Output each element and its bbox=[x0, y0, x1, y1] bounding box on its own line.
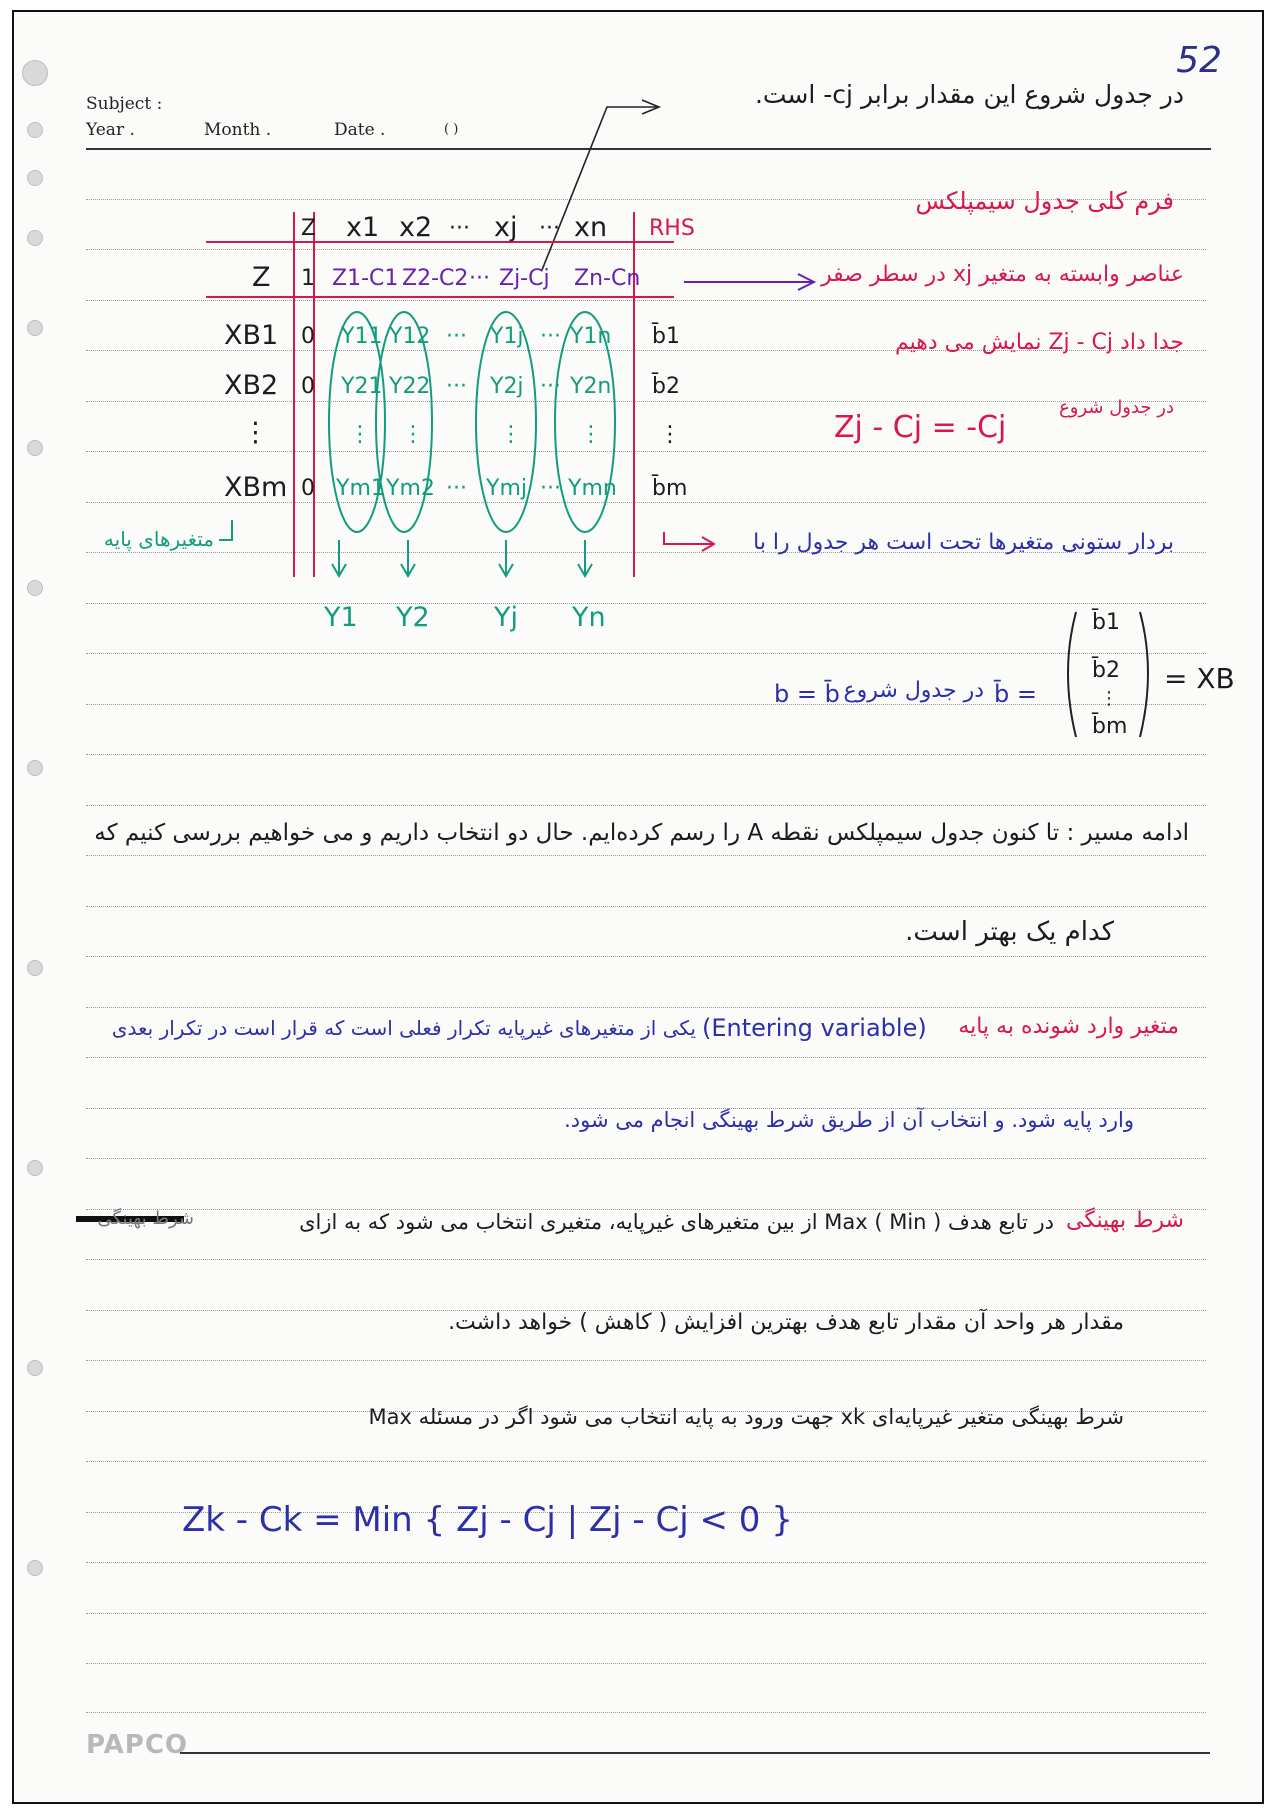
optimality-line: در تابع هدف ( Min ) Max از بین متغیرهای غیرپایه، متغیری انتخاب می شود که به ازای bbox=[299, 1210, 1054, 1234]
paragraph-line: کدام یک بهتر است. bbox=[905, 917, 1114, 947]
column-vector-label: Yj bbox=[494, 602, 518, 633]
tableau-cell: ··· bbox=[540, 324, 561, 349]
basis-label: XBm bbox=[224, 472, 288, 503]
tableau-cell: Y2n bbox=[570, 374, 612, 399]
b-vector-entry: ⋮ bbox=[1100, 688, 1118, 709]
tableau-cell: ··· bbox=[446, 324, 467, 349]
rhs-cell: b̄1 bbox=[652, 324, 680, 349]
basis-z-coef: 0 bbox=[301, 374, 315, 399]
optimality-title: شرط بهینگی bbox=[1066, 1208, 1184, 1233]
tableau-cell: Ymn bbox=[568, 476, 617, 501]
zrow-cell: Z1-C1 bbox=[332, 266, 399, 291]
zrow-cell: Zj-Cj bbox=[499, 266, 550, 291]
b-note-text: در جدول شروع bbox=[843, 678, 984, 703]
tableau-cell: ⋮ bbox=[580, 422, 602, 447]
tableau-cell: ⋮ bbox=[500, 422, 522, 447]
notebook-page bbox=[12, 10, 1264, 1804]
tableau-cell: ··· bbox=[446, 476, 467, 501]
column-vector-label: Yn bbox=[572, 602, 606, 633]
rhs-cell: b̄m bbox=[652, 476, 688, 501]
pointer-line bbox=[542, 107, 659, 270]
column-vector-label: Y1 bbox=[324, 602, 358, 633]
brand-logo: PAPCO bbox=[86, 1730, 189, 1760]
zrow-z-coef: 1 bbox=[301, 266, 315, 291]
optimality-line: مقدار هر واحد آن مقدار تابع هدف بهترین افزایش ( کاهش ) خواهد داشت. bbox=[448, 1310, 1124, 1335]
basis-label: ⋮ bbox=[242, 417, 269, 448]
zrow-cell: ··· bbox=[469, 266, 490, 291]
optimality-formula: Zk - Ck = Min { Zj - Cj | Zj - Cj < 0 } bbox=[182, 1500, 793, 1540]
tableau-cell: Y11 bbox=[341, 324, 383, 349]
table-header-xn: xn bbox=[574, 212, 608, 243]
tableau-cell: Ymj bbox=[486, 476, 527, 501]
b-vector-eq: = XB bbox=[1164, 662, 1235, 695]
column-note: بردار ستونی متغیرها تحت است هر جدول را با bbox=[753, 530, 1174, 555]
rhs-arrow-line bbox=[664, 532, 714, 544]
entering-variable-english: (Entering variable) bbox=[702, 1014, 927, 1042]
column-down-arrows bbox=[332, 540, 592, 576]
tableau-cell: Y1j bbox=[490, 324, 524, 349]
row-note-1: عناصر وابسته به متغیر xj در سطر صفر bbox=[820, 262, 1184, 287]
arrow-note: در جدول شروع این مقدار برابر cj- است. bbox=[754, 80, 1184, 109]
table-caption: فرم کلی جدول سیمپلکس bbox=[915, 187, 1174, 215]
basis-label: XB1 bbox=[224, 320, 279, 351]
year-label: Year . bbox=[86, 120, 135, 140]
tableau-cell: ⋮ bbox=[402, 422, 424, 447]
row-note-formula: Zj - Cj = -Cj bbox=[834, 410, 1007, 445]
rhs-cell: ⋮ bbox=[659, 422, 681, 447]
b-vector-entry: b̄m bbox=[1092, 714, 1128, 739]
table-header-dots: ··· bbox=[539, 216, 560, 241]
table-header-xj: xj bbox=[494, 212, 518, 243]
basis-z-coef: 0 bbox=[301, 476, 315, 501]
rule-line: شرط بهینگی متغیر غیرپایه‌ای xk جهت ورود به پایه انتخاب می شود اگر در مسئله Max bbox=[368, 1405, 1124, 1429]
basis-arrow bbox=[219, 520, 232, 540]
tableau-cell: ⋮ bbox=[349, 422, 371, 447]
zrow-label: Z bbox=[252, 262, 271, 293]
rhs-cell: b̄2 bbox=[652, 374, 680, 399]
table-header-dots: ··· bbox=[449, 216, 470, 241]
month-label: Month . bbox=[204, 120, 272, 140]
column-vector-label: Y2 bbox=[396, 602, 430, 633]
page-number: 52 bbox=[1176, 40, 1222, 81]
row-note-2: جدا داد Zj - Cj نمایش می دهیم bbox=[894, 330, 1184, 355]
b-vector-entry: b̄2 bbox=[1092, 658, 1120, 683]
tableau-cell: ··· bbox=[540, 476, 561, 501]
tableau-cell: Ym2 bbox=[386, 476, 435, 501]
tableau-cell: ··· bbox=[446, 374, 467, 399]
tableau-cell: Y1n bbox=[570, 324, 612, 349]
b-vector-entry: b̄1 bbox=[1092, 610, 1120, 635]
tableau-cell: Y22 bbox=[389, 374, 431, 399]
date-parens: ( ) bbox=[444, 122, 459, 137]
entering-variable-line: وارد پایه شود. و انتخاب آن از طریق شرط بهینگی انجام می شود. bbox=[564, 1108, 1134, 1132]
footer-rule bbox=[180, 1752, 1210, 1754]
tableau-cell: ··· bbox=[540, 374, 561, 399]
date-label: Date . bbox=[334, 120, 386, 140]
subject-label: Subject : bbox=[86, 94, 163, 114]
table-header-x1: x1 bbox=[346, 212, 380, 243]
b-note-start: b = b̄ bbox=[774, 680, 840, 708]
optimality-struck-text: شرط بهینگی bbox=[97, 1208, 194, 1229]
tableau-cell: Y21 bbox=[341, 374, 383, 399]
entering-variable-title: متغیر وارد شونده به پایه bbox=[958, 1014, 1179, 1039]
tableau-cell: Y12 bbox=[389, 324, 431, 349]
basis-label: XB2 bbox=[224, 370, 279, 401]
b-note-mid: b̄ = bbox=[994, 680, 1037, 708]
b-vector-right-paren bbox=[1140, 612, 1148, 737]
table-header-rhs: RHS bbox=[649, 216, 695, 241]
b-vector-left-paren bbox=[1068, 612, 1076, 737]
entering-variable-line: یکی از متغیرهای غیرپایه تکرار فعلی است که قرار است در تکرار بعدی bbox=[111, 1016, 696, 1040]
table-header-z: Z bbox=[301, 216, 317, 241]
zrow-cell: Zn-Cn bbox=[574, 266, 641, 291]
tableau-cell: Y2j bbox=[490, 374, 524, 399]
tableau-cell: Ym1 bbox=[336, 476, 385, 501]
basis-z-coef: 0 bbox=[301, 324, 315, 349]
table-header-x2: x2 bbox=[399, 212, 433, 243]
zrow-cell: Z2-C2 bbox=[402, 266, 469, 291]
paragraph-line: ادامه مسیر : تا کنون جدول سیمپلکس نقطه A را رسم کرده‌ایم. حال دو انتخاب داریم و می خواهیم بررسی کنیم که bbox=[94, 820, 1189, 846]
basis-variables-label: متغیرهای پایه bbox=[103, 527, 214, 551]
row-note-3: در جدول شروع bbox=[1059, 397, 1174, 418]
